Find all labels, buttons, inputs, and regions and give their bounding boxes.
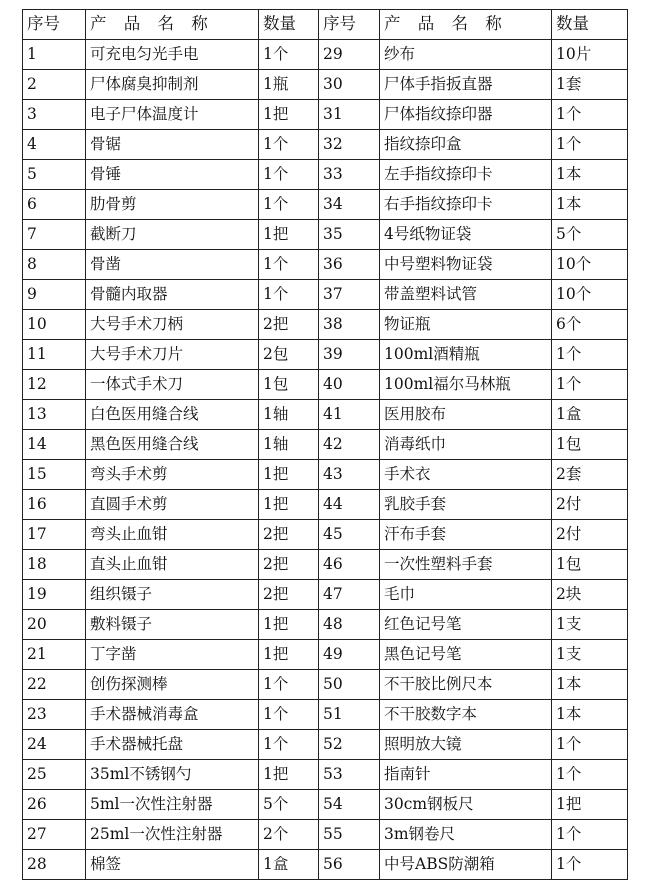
serial-cell: 40 [319,370,380,400]
serial-cell: 55 [319,820,380,850]
serial-cell: 45 [319,520,380,550]
table-row [23,580,628,610]
product-name-cell: 25ml一次性注射器 [86,820,259,850]
product-name-cell: 红色记号笔 [380,610,552,640]
serial-cell: 15 [23,460,86,490]
quantity-cell: 6个 [552,310,628,340]
product-name-cell: 棉签 [86,850,259,880]
serial-cell: 37 [319,280,380,310]
product-name-cell: 100ml福尔马林瓶 [380,370,552,400]
serial-cell: 22 [23,670,86,700]
table-row [23,670,628,700]
quantity-cell: 1把 [259,610,319,640]
table-row [23,850,628,880]
product-name-cell: 汗布手套 [380,520,552,550]
serial-cell: 3 [23,100,86,130]
quantity-cell: 1支 [552,610,628,640]
product-name-cell: 4号纸物证袋 [380,220,552,250]
serial-cell: 52 [319,730,380,760]
table-row [23,280,628,310]
serial-cell: 56 [319,850,380,880]
quantity-cell: 1本 [552,700,628,730]
serial-cell: 21 [23,640,86,670]
product-name-cell: 敷料镊子 [86,610,259,640]
product-name-cell: 医用胶布 [380,400,552,430]
product-name-cell: 大号手术刀柄 [86,310,259,340]
product-name-cell: 不干胶数字本 [380,700,552,730]
quantity-cell: 1本 [552,670,628,700]
quantity-cell: 1把 [259,760,319,790]
quantity-cell: 1个 [259,160,319,190]
quantity-cell: 1本 [552,190,628,220]
product-name-cell: 中号ABS防潮箱 [380,850,552,880]
quantity-cell: 5个 [259,790,319,820]
quantity-cell: 1轴 [259,430,319,460]
serial-cell: 9 [23,280,86,310]
table-row [23,790,628,820]
serial-cell: 14 [23,430,86,460]
quantity-cell: 1个 [552,730,628,760]
product-name-cell: 一次性塑料手套 [380,550,552,580]
quantity-cell: 2把 [259,310,319,340]
quantity-cell: 2套 [552,460,628,490]
product-name-cell: 丁字凿 [86,640,259,670]
serial-cell: 30 [319,70,380,100]
product-name-cell: 3m钢卷尺 [380,820,552,850]
serial-cell: 51 [319,700,380,730]
table-row [23,340,628,370]
quantity-cell: 1盒 [259,850,319,880]
serial-cell: 18 [23,550,86,580]
product-name-cell: 照明放大镜 [380,730,552,760]
serial-cell: 20 [23,610,86,640]
serial-cell: 43 [319,460,380,490]
quantity-cell: 1把 [259,490,319,520]
quantity-cell: 2把 [259,520,319,550]
serial-cell: 12 [23,370,86,400]
serial-cell: 53 [319,760,380,790]
quantity-cell: 1套 [552,70,628,100]
serial-cell: 39 [319,340,380,370]
header-serial-right: 序号 [319,10,380,40]
serial-cell: 27 [23,820,86,850]
quantity-cell: 1个 [259,280,319,310]
quantity-cell: 1个 [552,100,628,130]
quantity-cell: 10个 [552,280,628,310]
quantity-cell: 1把 [259,100,319,130]
quantity-cell: 1支 [552,640,628,670]
table-row [23,730,628,760]
serial-cell: 13 [23,400,86,430]
quantity-cell: 1个 [259,700,319,730]
serial-cell: 54 [319,790,380,820]
serial-cell: 48 [319,610,380,640]
serial-cell: 1 [23,40,86,70]
product-name-cell: 骨锤 [86,160,259,190]
table-row [23,160,628,190]
quantity-cell: 1瓶 [259,70,319,100]
serial-cell: 23 [23,700,86,730]
table-row [23,430,628,460]
quantity-cell: 1轴 [259,400,319,430]
table-row [23,520,628,550]
quantity-cell: 1个 [552,130,628,160]
product-name-cell: 5ml一次性注射器 [86,790,259,820]
product-name-cell: 乳胶手套 [380,490,552,520]
quantity-cell: 1个 [259,730,319,760]
product-name-cell: 黑色记号笔 [380,640,552,670]
quantity-cell: 2块 [552,580,628,610]
serial-cell: 24 [23,730,86,760]
product-name-cell: 尸体手指扳直器 [380,70,552,100]
quantity-cell: 1个 [259,130,319,160]
serial-cell: 16 [23,490,86,520]
product-name-cell: 直圆手术剪 [86,490,259,520]
product-name-cell: 手术器械托盘 [86,730,259,760]
header-quantity-right: 数量 [552,10,628,40]
product-name-cell: 带盖塑料试管 [380,280,552,310]
quantity-cell: 2个 [259,820,319,850]
product-name-cell: 尸体指纹捺印器 [380,100,552,130]
quantity-cell: 2把 [259,580,319,610]
quantity-cell: 1个 [552,340,628,370]
product-name-cell: 手术器械消毒盒 [86,700,259,730]
product-name-cell: 35ml不锈钢勺 [86,760,259,790]
serial-cell: 44 [319,490,380,520]
quantity-cell: 2付 [552,490,628,520]
quantity-cell: 1把 [259,640,319,670]
quantity-cell: 2把 [259,550,319,580]
table-row [23,700,628,730]
product-name-cell: 肋骨剪 [86,190,259,220]
product-name-cell: 骨锯 [86,130,259,160]
table-row [23,640,628,670]
serial-cell: 29 [319,40,380,70]
table-row [23,220,628,250]
product-name-cell: 可充电匀光手电 [86,40,259,70]
product-name-cell: 指南针 [380,760,552,790]
product-name-cell: 不干胶比例尺本 [380,670,552,700]
serial-cell: 19 [23,580,86,610]
quantity-cell: 1包 [552,550,628,580]
quantity-cell: 1个 [552,370,628,400]
quantity-cell: 1个 [552,760,628,790]
product-name-cell: 弯头手术剪 [86,460,259,490]
product-name-cell: 30cm钢板尺 [380,790,552,820]
serial-cell: 35 [319,220,380,250]
quantity-cell: 2包 [259,340,319,370]
table-row [23,610,628,640]
quantity-cell: 1把 [259,220,319,250]
product-name-cell: 电子尸体温度计 [86,100,259,130]
product-name-cell: 黑色医用缝合线 [86,430,259,460]
serial-cell: 36 [319,250,380,280]
product-name-cell: 大号手术刀片 [86,340,259,370]
product-name-cell: 一体式手术刀 [86,370,259,400]
serial-cell: 42 [319,430,380,460]
serial-cell: 10 [23,310,86,340]
serial-cell: 34 [319,190,380,220]
product-name-cell: 白色医用缝合线 [86,400,259,430]
table-row [23,40,628,70]
serial-cell: 26 [23,790,86,820]
serial-cell: 17 [23,520,86,550]
table-row [23,370,628,400]
table-row [23,250,628,280]
product-name-cell: 100ml酒精瓶 [380,340,552,370]
table-row [23,490,628,520]
quantity-cell: 5个 [552,220,628,250]
quantity-cell: 1本 [552,160,628,190]
header-product-name-left: 产 品 名 称 [86,10,259,40]
header-serial-left: 序号 [23,10,86,40]
quantity-cell: 1个 [259,250,319,280]
serial-cell: 33 [319,160,380,190]
serial-cell: 5 [23,160,86,190]
serial-cell: 38 [319,310,380,340]
quantity-cell: 1个 [259,190,319,220]
product-name-cell: 骨凿 [86,250,259,280]
table-row [23,400,628,430]
table-row [23,310,628,340]
quantity-cell: 1盒 [552,400,628,430]
quantity-cell: 1个 [552,850,628,880]
product-name-cell: 创伤探测棒 [86,670,259,700]
inventory-table [22,9,628,880]
product-name-cell: 消毒纸巾 [380,430,552,460]
serial-cell: 47 [319,580,380,610]
serial-cell: 6 [23,190,86,220]
serial-cell: 28 [23,850,86,880]
serial-cell: 49 [319,640,380,670]
product-name-cell: 骨髓内取器 [86,280,259,310]
serial-cell: 25 [23,760,86,790]
quantity-cell: 1把 [259,460,319,490]
product-name-cell: 左手指纹捺印卡 [380,160,552,190]
product-name-cell: 直头止血钳 [86,550,259,580]
table-body [23,40,628,880]
serial-cell: 2 [23,70,86,100]
table-row [23,820,628,850]
quantity-cell: 10个 [552,250,628,280]
product-name-cell: 尸体腐臭抑制剂 [86,70,259,100]
product-name-cell: 手术衣 [380,460,552,490]
product-name-cell: 弯头止血钳 [86,520,259,550]
product-name-cell: 组织镊子 [86,580,259,610]
table-row [23,70,628,100]
quantity-cell: 1把 [552,790,628,820]
quantity-cell: 1包 [552,430,628,460]
serial-cell: 4 [23,130,86,160]
table-row [23,130,628,160]
serial-cell: 41 [319,400,380,430]
serial-cell: 8 [23,250,86,280]
quantity-cell: 10片 [552,40,628,70]
serial-cell: 46 [319,550,380,580]
table-row [23,460,628,490]
serial-cell: 11 [23,340,86,370]
quantity-cell: 1个 [552,820,628,850]
header-row [23,10,628,40]
table-row [23,550,628,580]
serial-cell: 31 [319,100,380,130]
serial-cell: 32 [319,130,380,160]
quantity-cell: 2付 [552,520,628,550]
product-name-cell: 纱布 [380,40,552,70]
product-name-cell: 指纹捺印盒 [380,130,552,160]
product-name-cell: 物证瓶 [380,310,552,340]
product-name-cell: 中号塑料物证袋 [380,250,552,280]
table-row [23,100,628,130]
product-name-cell: 毛巾 [380,580,552,610]
quantity-cell: 1个 [259,40,319,70]
table-row [23,760,628,790]
product-name-cell: 右手指纹捺印卡 [380,190,552,220]
quantity-cell: 1包 [259,370,319,400]
product-name-cell: 截断刀 [86,220,259,250]
header-product-name-right: 产 品 名 称 [380,10,552,40]
serial-cell: 50 [319,670,380,700]
table-row [23,190,628,220]
header-quantity-left: 数量 [259,10,319,40]
serial-cell: 7 [23,220,86,250]
quantity-cell: 1个 [259,670,319,700]
